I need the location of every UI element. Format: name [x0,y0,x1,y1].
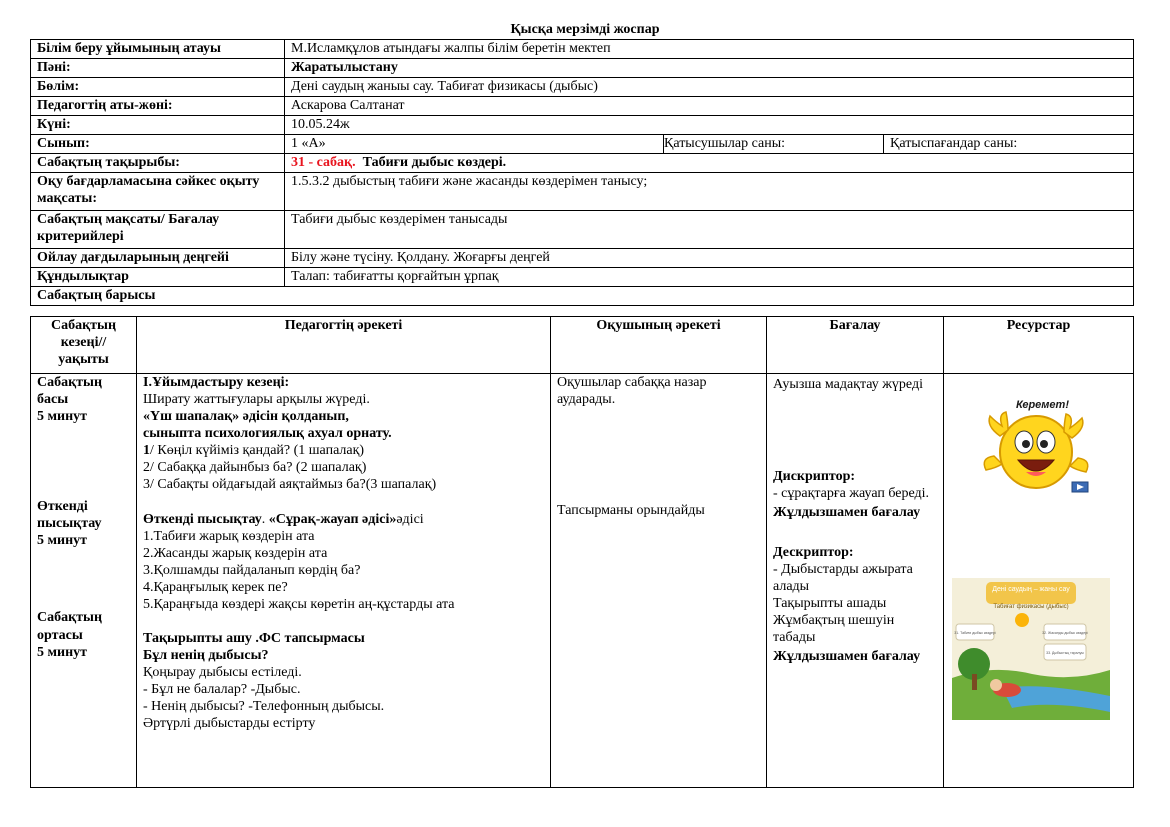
resources-cell [944,374,1134,788]
middle-line: Қоңырау дыбысы естіледі. [143,665,302,681]
review-question: 5.Қараңғыда көздері жақсы көретін аң-құстарды ата [143,596,455,612]
book-label-2: 32. Жасанды дыбыс көздері [1042,631,1088,635]
subject-value: Жаратылыстану [285,59,1134,78]
descriptor-2-label: Дескриптор: [773,544,854,560]
teacher-line: сыныпта психологиялық ахуал орнату. [143,426,392,442]
descriptor-2-line: Жұмбақтың шешуін табады [773,612,895,645]
present-count-label: Қатысушылар саны: [664,135,884,154]
stage-start-time: 5 минут [37,409,88,425]
topic-number: 31 - сабақ. [291,155,356,170]
topic-task-heading: Тақырыпты ашу .ФС тапсырмасы [143,631,365,647]
book-label-3: 33. Дыбыстың таралуы [1046,651,1084,655]
values-value: Талап: табиғатты қорғайтын ұрпақ [285,268,1134,287]
stage-middle-line2: ортасы [37,627,83,643]
student-activity-cell [551,374,767,788]
header-teacher: Педагогтің әрекеті [137,317,551,374]
lesson-progress-table [30,316,1134,788]
thinking-label: Ойлау дағдыларының деңгейі [31,249,285,268]
middle-line: Әртүрлі дыбыстарды естірту [143,716,316,732]
document-title: Қысқа мерзімді жоспар [510,22,660,37]
values-label: Құндылықтар [31,268,285,287]
org-stage-heading: І.Ұйымдастыру кезеңі: [143,375,290,390]
review-question: 4.Қараңғылық керек пе? [143,579,288,595]
stage-middle-line1: Сабақтың [37,610,103,626]
review-method-suffix: әдісі [396,511,424,527]
descriptor-1-text: - сұрақтарға жауап береді. [773,485,930,501]
thinking-value: Білу және түсіну. Қолдану. Жоғарғы деңгей [285,249,1134,268]
middle-line: - Бұл не балалар? -Дыбыс. [143,682,301,698]
descriptor-2-line: Тақырыпты ашады [773,595,887,611]
header-assessment: Бағалау [767,317,944,374]
class-label: Сынып: [31,135,285,154]
topic-label: Сабақтың тақырыбы: [31,154,285,173]
textbook-thumbnail [952,578,1110,720]
goal-value: Табиғи дыбыс көздерімен танысады [285,211,1134,249]
question-1-text: / Көңіл күйіміз қандай? (1 шапалақ) [150,443,365,459]
question-1 [143,442,544,459]
lesson-info-table [30,39,1134,306]
date-label: Күні: [31,116,285,135]
absent-count-label: Қатыспағандар саны: [884,135,1134,154]
descriptor-1-label: Дискриптор: [773,468,856,484]
stage-middle-time: 5 минут [37,644,88,660]
sticker-caption: Керемет! [1016,399,1069,411]
header-student: Оқушының әрекеті [551,317,767,374]
question-2: 2/ Сабаққа дайынбыз ба? (2 шапалақ) [143,460,367,476]
review-heading [143,511,544,528]
objective-label: Оқу бағдарламасына сәйкес оқыту мақсаты: [31,173,285,211]
stage-review-line2: пысықтау [37,516,102,532]
whose-sound-heading: Бұл ненің дыбысы? [143,648,269,664]
header-resources: Ресурстар [944,317,1134,374]
teacher-activity-cell [137,374,551,788]
review-question: 1.Табиғи жарық көздерін ата [143,528,315,544]
header-stage: Сабақтың кезеңі// уақыты [31,317,137,374]
smiley-sticker [968,396,1098,496]
section-value: Дені саудың жаныы сау. Табиғат физикасы (дыбыс) [285,78,1134,97]
date-value: 10.05.24ж [285,116,1134,135]
star-assessment-2: Жұлдызшамен бағалау [773,649,921,664]
stage-start-line1: Сабақтың [37,375,103,390]
review-question: 3.Қолшамды пайдаланып көрдің ба? [143,562,361,578]
stage-review-time: 5 минут [37,533,88,549]
star-assessment-1: Жұлдызшамен бағалау [773,504,921,520]
stage-review-line1: Өткенді [37,499,88,515]
progress-label: Сабақтың барысы [31,287,1134,306]
middle-line: - Ненің дыбысы? -Телефонның дыбысы. [143,699,385,715]
book-label-1: 31. Табиғи дыбыс көздері [954,631,996,635]
teacher-line: «Үш шапалақ» әдісін қолданып, [143,409,349,425]
subject-label: Пәні: [31,59,285,78]
smiley-icon [968,396,1098,496]
student-action-1: Оқушылар сабаққа назар аударады. [557,375,707,408]
class-value: 1 «А» [285,135,664,154]
review-heading-dot: . [261,511,269,527]
stage-cell [31,374,137,788]
teacher-value: Аскарова Салтанат [285,97,1134,116]
question-1-number: 1 [143,443,150,459]
topic-value: Табиғи дыбыс көздері. [362,155,507,170]
assessment-cell [767,374,944,788]
student-action-2: Тапсырманы орындайды [557,503,705,519]
book-subtitle: Табиғат физикасы (дыбыс) [993,604,1069,610]
objective-value: 1.5.3.2 дыбыстың табиғи және жасанды көздерімен танысу; [285,173,1134,211]
section-label: Бөлім: [31,78,285,97]
book-title: Дені саудың – жаны сау [992,586,1070,593]
review-question: 2.Жасанды жарық көздерін ата [143,545,328,561]
goal-label: Сабақтың мақсаты/ Бағалау критерийлері [31,211,285,249]
descriptor-2-line: - Дыбыстарды ажырата алады [773,561,913,594]
teacher-line: Ширату жаттығулары арқылы жүреді. [143,392,370,408]
review-method-name: «Сұрақ-жауап әдісі» [268,511,397,527]
topic-cell [285,154,1134,173]
assessment-oral: Ауызша мадақтау жүреді [773,377,923,392]
review-heading-part: Өткенді пысықтау [143,511,262,527]
org-value: М.Исламқұлов атындағы жалпы білім беретін мектеп [285,40,1134,59]
stage-start-line2: басы [37,392,69,408]
org-label: Білім беру ұйымының атауы [31,40,285,59]
question-3: 3/ Сабақты ойдағыдай аяқтаймыз ба?(3 шапалақ) [143,477,437,493]
teacher-label: Педагогтің аты-жөні: [31,97,285,116]
